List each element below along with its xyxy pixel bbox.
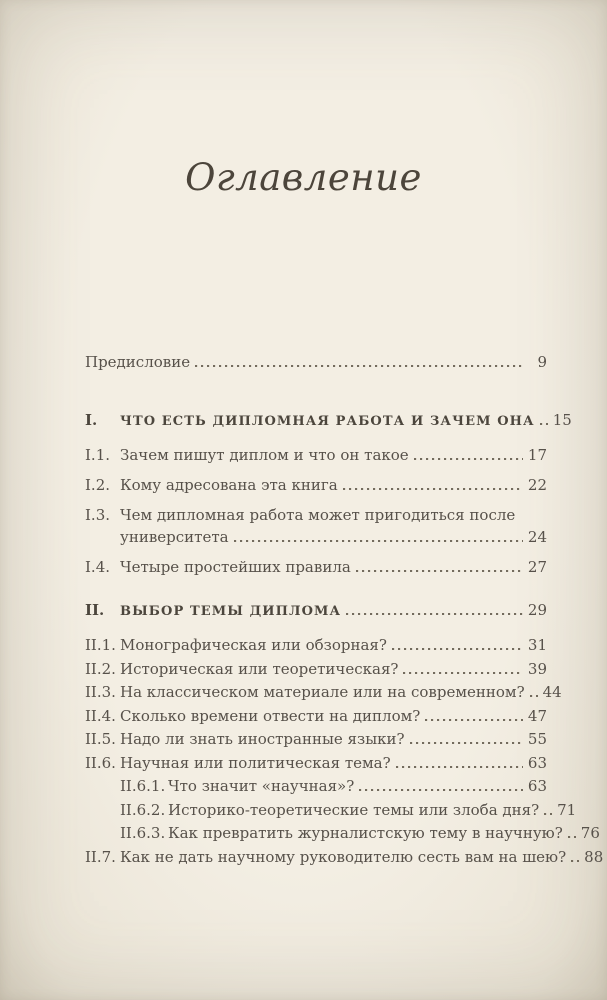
- entry-number: I.2.: [85, 476, 111, 494]
- page-title: Оглавление: [185, 156, 422, 199]
- entry-page: 76: [580, 824, 600, 842]
- leader-dots: [356, 570, 523, 572]
- entry-label: ВЫБОР ТЕМЫ ДИПЛОМА: [120, 604, 342, 619]
- entry-page: 15: [552, 411, 572, 429]
- toc-entry: [85, 846, 604, 868]
- table-of-contents: [85, 351, 604, 868]
- leader-dots: [343, 488, 523, 490]
- leader-dots: [392, 648, 523, 650]
- leader-dots: [410, 742, 523, 744]
- entry-label: Кому адресована эта книга: [120, 476, 338, 494]
- entry-number: I.4.: [85, 558, 111, 576]
- toc-entry: [85, 474, 547, 496]
- entry-label: Научная или политическая тема?: [120, 753, 391, 772]
- entry-label: Историко-теоретические темы или злоба дня?: [168, 800, 540, 819]
- entry-label: Как не дать научному руководителю сесть вам на шею?: [120, 847, 567, 866]
- entry-page: 29: [527, 601, 547, 619]
- entry-page: 9: [537, 353, 547, 371]
- entry-page: 47: [527, 706, 547, 725]
- entry-label: Четыре простейших правила: [120, 558, 351, 576]
- entry-label: Что значит «научная»?: [168, 777, 355, 795]
- leader-dots: [414, 458, 523, 460]
- entry-label: ЧТО ЕСТЬ ДИПЛОМНАЯ РАБОТА И ЗАЧЕМ ОНА: [120, 414, 535, 429]
- leader-dots: [396, 766, 523, 768]
- entry-number: II.7.: [85, 847, 116, 866]
- leader-dots: [403, 672, 522, 674]
- entry-label: Монографическая или обзорная?: [120, 636, 387, 654]
- leader-dots: [346, 613, 523, 615]
- leader-dots: [425, 719, 523, 721]
- toc-entry: [85, 504, 547, 548]
- leader-dots: [544, 813, 552, 815]
- toc-entry-chapter: [85, 409, 572, 433]
- leader-dots: [568, 836, 576, 838]
- entry-multiline: [120, 504, 547, 548]
- leader-dots: [195, 365, 524, 367]
- entry-label: Предисловие: [85, 353, 191, 371]
- entry-number: II.6.3.: [120, 824, 166, 842]
- toc-entry: [85, 444, 547, 466]
- leader-dots: [359, 789, 523, 791]
- entry-number: II.6.2.: [120, 800, 166, 819]
- toc-entry: [85, 705, 547, 727]
- leader-dots: [234, 540, 523, 542]
- toc-entry-sub: [85, 775, 547, 797]
- entry-number: I.1.: [85, 446, 111, 464]
- entry-number: II.: [85, 601, 105, 619]
- entry-label: Как превратить журналистскую тему в научную?: [168, 824, 563, 842]
- leader-dots: [530, 695, 538, 697]
- toc-entry-preface: [85, 351, 547, 373]
- entry-number: II.6.1.: [120, 777, 166, 795]
- entry-number: II.4.: [85, 706, 116, 725]
- entry-number: II.6.: [85, 753, 116, 772]
- toc-entry: [85, 752, 547, 774]
- entry-page: 22: [527, 476, 547, 494]
- entry-label-continued: университета: [120, 528, 229, 546]
- toc-entry-sub: [85, 822, 600, 844]
- leader-dots: [571, 860, 579, 862]
- entry-page: 55: [527, 730, 547, 748]
- toc-entry-chapter: [85, 599, 547, 623]
- entry-page: 71: [557, 800, 577, 819]
- entry-number: II.2.: [85, 659, 116, 678]
- entry-number: II.3.: [85, 683, 116, 701]
- entry-label: На классическом материале или на современном?: [120, 683, 525, 701]
- entry-number: I.3.: [85, 506, 111, 524]
- entry-page: 63: [527, 753, 547, 772]
- entry-page: 17: [527, 446, 547, 464]
- toc-entry: [85, 556, 547, 578]
- entry-page: 44: [542, 683, 562, 701]
- entry-number: II.1.: [85, 636, 116, 654]
- entry-label: Зачем пишут диплом и что он такое: [120, 446, 409, 464]
- entry-label: Чем дипломная работа может пригодиться после: [120, 506, 516, 524]
- entry-number: I.: [85, 411, 98, 429]
- entry-label: Надо ли знать иностранные языки?: [120, 730, 405, 748]
- toc-entry-sub: [85, 799, 577, 821]
- toc-entry: [85, 681, 562, 703]
- entry-page: 24: [527, 528, 547, 546]
- entry-label: Историческая или теоретическая?: [120, 659, 399, 678]
- leader-dots: [540, 423, 548, 425]
- entry-page: 63: [527, 777, 547, 795]
- entry-page: 31: [527, 636, 547, 654]
- entry-page: 88: [584, 847, 604, 866]
- toc-entry: [85, 634, 547, 656]
- toc-entry: [85, 658, 547, 680]
- entry-label: Сколько времени отвести на диплом?: [120, 706, 421, 725]
- entry-page: 39: [527, 659, 547, 678]
- entry-number: II.5.: [85, 730, 116, 748]
- toc-entry: [85, 728, 547, 750]
- entry-page: 27: [527, 558, 547, 576]
